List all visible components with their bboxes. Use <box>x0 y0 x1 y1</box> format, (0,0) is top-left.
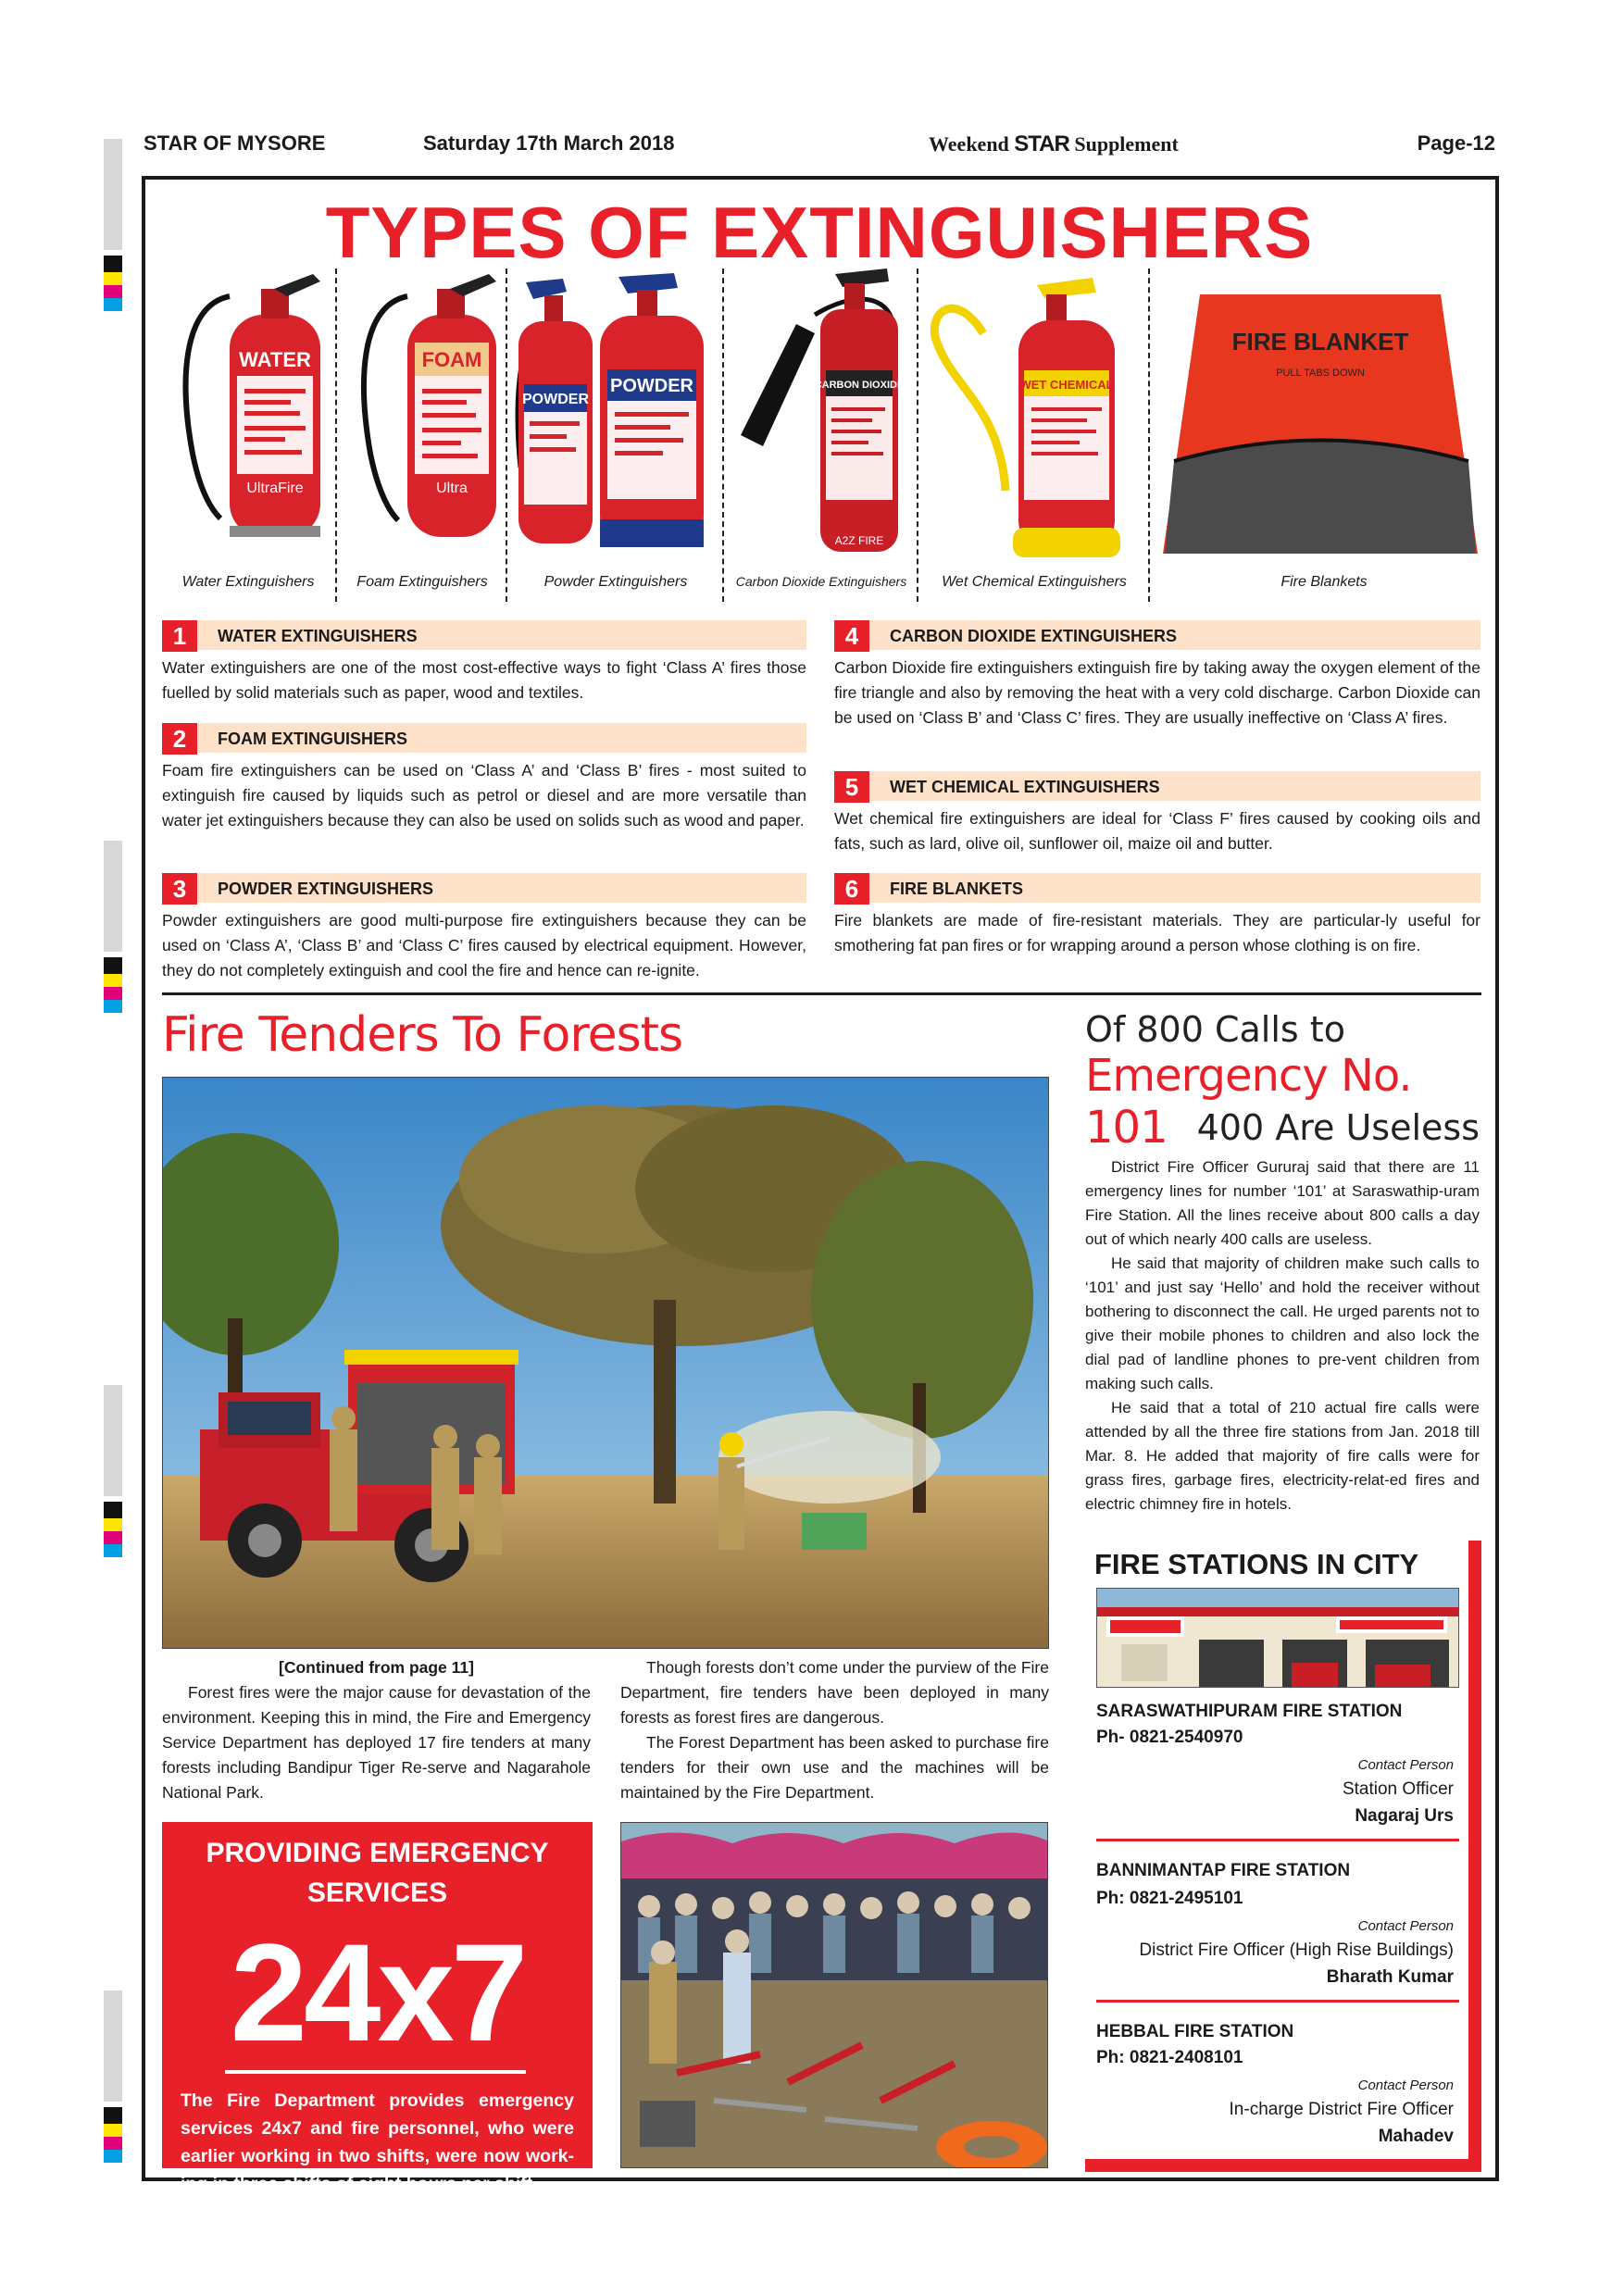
section-number: 4 <box>834 620 869 652</box>
fire-tenders-para1: Forest fires were the major cause for devastation of the environment. Keeping this in mind, the Fire and Emergency Service Department has deployed 17 fire tenders at many forests including Bandipur Tiger Re-serve and Nagarahole National Park. <box>162 1683 591 1802</box>
powder-label-2: POWDER <box>610 376 693 396</box>
calls-head-line3: 400 Are Useless <box>1196 1107 1480 1148</box>
emergency-24x7: 24x7 <box>230 1915 525 2070</box>
divider <box>917 268 918 602</box>
section-body: Water extinguishers are one of the most cost-effective ways to fight ‘Class A’ fires those fuelled by solid materials such as paper, wood and textiles. <box>162 658 806 702</box>
fire-blanket-sublabel: PULL TABS DOWN <box>1276 368 1365 379</box>
caption-fire-blanket: Fire Blankets <box>1280 574 1368 590</box>
fire-tenders-para2: Though forests don’t come under the purview of the Fire Department, fire tenders have been deployed in many forests as forest fires are dangerous. <box>620 1658 1049 1727</box>
emergency-services-box <box>162 1822 593 2194</box>
foam-extinguisher-icon <box>341 268 507 546</box>
divider <box>1148 268 1150 602</box>
caption-water: Water Extinguishers <box>181 574 315 590</box>
calls-head-line2: Emergency No. 101 <box>1085 1050 1412 1154</box>
section-number: 3 <box>162 873 197 905</box>
calls-para2: He said that majority of children make such calls to ‘101’ and just say ‘Hello’ and hold the receiver without bothering to disconnect the call. He urged parents not to give their mobile phones to children and also lock the dial pad of landline phones to pre-vent children from making such calls. <box>1085 1254 1480 1392</box>
continued-note: [Continued from page 11] <box>279 1658 474 1677</box>
fire-tenders-para3: The Forest Department has been asked to purchase fire tenders for their own use and the machines will be maintained by the Fire Department. <box>620 1733 1049 1802</box>
paper-name: STAR OF MYSORE <box>144 131 326 155</box>
emergency-heading <box>162 1833 593 1913</box>
contact-label: Contact Person <box>1357 1918 1454 1934</box>
contact-person: Bharath Kumar <box>1326 1967 1454 1987</box>
supplement-name <box>929 131 1179 157</box>
station-name: BANNIMANTAP FIRE STATION <box>1096 1861 1351 1880</box>
fire-station-photo <box>1096 1588 1459 1688</box>
page-title: TYPES OF EXTINGUISHERS <box>325 192 1314 273</box>
water-sublabel: UltraFire <box>246 480 304 496</box>
caption-wet-chemical: Wet Chemical Extinguishers <box>942 574 1127 590</box>
co2-label: CARBON DIOXIDE <box>814 380 905 391</box>
contact-person: Nagaraj Urs <box>1355 1806 1454 1826</box>
contact-label: Contact Person <box>1357 1757 1454 1773</box>
station-phone: Ph: 0821-2495101 <box>1096 1889 1243 1908</box>
registration-marks-2 <box>104 841 122 1013</box>
emergency-heading-line1: PROVIDING EMERGENCY <box>206 1838 549 1868</box>
station-divider <box>1096 1839 1459 1841</box>
registration-marks-4 <box>104 1990 122 2163</box>
section-number: 2 <box>162 723 197 755</box>
caption-co2: Carbon Dioxide Extinguishers <box>735 574 907 589</box>
station-phone: Ph- 0821-2540970 <box>1096 1728 1243 1747</box>
foam-sublabel: Ultra <box>436 480 468 496</box>
caption-powder: Powder Extinguishers <box>543 574 688 590</box>
co2-extinguisher-icon <box>731 268 917 555</box>
section-foam <box>162 723 806 833</box>
section-title: CARBON DIOXIDE EXTINGUISHERS <box>890 627 1178 645</box>
calls-article-body <box>1085 1155 1480 1516</box>
calls-head-line1: Of 800 Calls to <box>1085 1009 1345 1050</box>
wet-chemical-label: WET CHEMICAL <box>1019 378 1114 392</box>
wet-chemical-extinguisher-icon <box>917 278 1130 565</box>
section-number: 5 <box>834 771 869 803</box>
page-number: Page-12 <box>1417 131 1495 155</box>
registration-marks-3 <box>104 1385 122 1557</box>
contact-role: Station Officer <box>1342 1779 1454 1799</box>
calls-para3: He said that a total of 210 actual fire calls were attended by all the three fire stations from Jan. 2018 till Mar. 8. He added that majority of fire calls were for grass fires, garbage fires, electricity-relat-ed fires and electric chimney fire in hotels. <box>1085 1399 1480 1513</box>
fire-blanket-icon <box>1163 294 1478 563</box>
station-name: SARASWATHIPURAM FIRE STATION <box>1096 1702 1403 1721</box>
section-number: 6 <box>834 873 869 905</box>
station-name: HEBBAL FIRE STATION <box>1096 2022 1294 2041</box>
fire-tenders-col2 <box>620 1655 1049 1805</box>
contact-label: Contact Person <box>1357 2078 1454 2093</box>
foam-label: FOAM <box>421 348 482 371</box>
calls-para1: District Fire Officer Gururaj said that there are 11 emergency lines for number ‘101’ at Saraswathip-uram Fire Station. All the lines receive about 800 calls a day out of which nearly 400 calls are useless. <box>1085 1158 1480 1248</box>
section-body: Fire blankets are made of fire-resistant materials. They are particular-ly useful for smothering fat pan fires or for wrapping around a person whose clothing is on fire. <box>834 911 1480 955</box>
section-title: WATER EXTINGUISHERS <box>218 627 418 645</box>
emergency-heading-line2: SERVICES <box>306 1878 448 1908</box>
fire-blanket-label: FIRE BLANKET <box>1231 328 1409 356</box>
water-extinguisher-icon <box>165 268 331 546</box>
divider <box>506 268 507 602</box>
supplement-pre: Weekend <box>929 132 1009 156</box>
emergency-text: The Fire Department provides emergency services 24x7 and fire personnel, who were earlier working in two shifts, were now work-ing in three shifts of eight hours per shift. <box>181 2090 574 2194</box>
section-body: Carbon Dioxide fire extinguishers extinguish fire by taking away the oxygen element of the fire triangle and also by removing the heat with a very cold discharge. Carbon Dioxide can be used on ‘Class B’ and ‘Class C’ fires. They are usually ineffective on ‘Class A’ fires. <box>834 658 1480 727</box>
contact-role: In-charge District Fire Officer <box>1229 2100 1454 2119</box>
section-fire-blankets <box>834 873 1480 958</box>
supplement-star: STAR <box>1014 131 1069 156</box>
divider <box>722 268 724 602</box>
co2-sublabel: A2Z FIRE <box>834 534 884 547</box>
section-water <box>162 620 806 705</box>
section-title: POWDER EXTINGUISHERS <box>218 880 434 898</box>
registration-marks-top <box>104 139 122 311</box>
fire-tender-photo <box>162 1077 1049 1649</box>
section-body: Wet chemical fire extinguishers are ideal for ‘Class F’ fires caused by cooking oils and fats, such as lard, olive oil, sunflower oil, maize oil and butter. <box>834 809 1480 853</box>
issue-date: Saturday 17th March 2018 <box>423 131 675 155</box>
section-body: Powder extinguishers are good multi-purpose fire extinguishers because they can be used on ‘Class A’, ‘Class B’ and ‘Class C’ fires caused by electrical equipment. However, they do not completely extinguish and cool the fire and hence can re-ignite. <box>162 911 806 980</box>
station-phone: Ph: 0821-2408101 <box>1096 2048 1243 2067</box>
fire-tenders-headline: Fire Tenders To Forests <box>162 1007 683 1063</box>
section-title: WET CHEMICAL EXTINGUISHERS <box>890 778 1160 796</box>
equipment-demo-photo <box>620 1822 1048 2168</box>
section-wet-chemical <box>834 771 1480 856</box>
supplement-post: Supplement <box>1074 132 1179 156</box>
section-co2 <box>834 620 1480 730</box>
caption-foam: Foam Extinguishers <box>356 574 488 590</box>
water-label: WATER <box>239 348 311 371</box>
contact-role: District Fire Officer (High Rise Buildings) <box>1139 1940 1454 1960</box>
masthead <box>144 131 1495 159</box>
section-body: Foam fire extinguishers can be used on ‘Class A’ and ‘Class B’ fires - most suited to extinguish fire caused by liquids such as petrol or diesel and are more versatile than water jet extinguishers because they can also be used on solids such as wood and paper. <box>162 761 806 830</box>
section-divider <box>162 992 1481 995</box>
section-title: FOAM EXTINGUISHERS <box>218 730 408 748</box>
section-title: FIRE BLANKETS <box>890 880 1023 898</box>
powder-label-1: POWDER <box>522 392 589 407</box>
section-number: 1 <box>162 620 197 652</box>
divider <box>335 268 337 602</box>
fire-stations-title: FIRE STATIONS IN CITY <box>1094 1548 1419 1580</box>
station-divider <box>1096 2000 1459 2003</box>
powder-extinguisher-icon <box>507 273 711 560</box>
fire-tenders-col1 <box>162 1655 591 1805</box>
section-powder <box>162 873 806 983</box>
emergency-underline <box>225 2070 526 2074</box>
contact-person: Mahadev <box>1378 2127 1454 2146</box>
